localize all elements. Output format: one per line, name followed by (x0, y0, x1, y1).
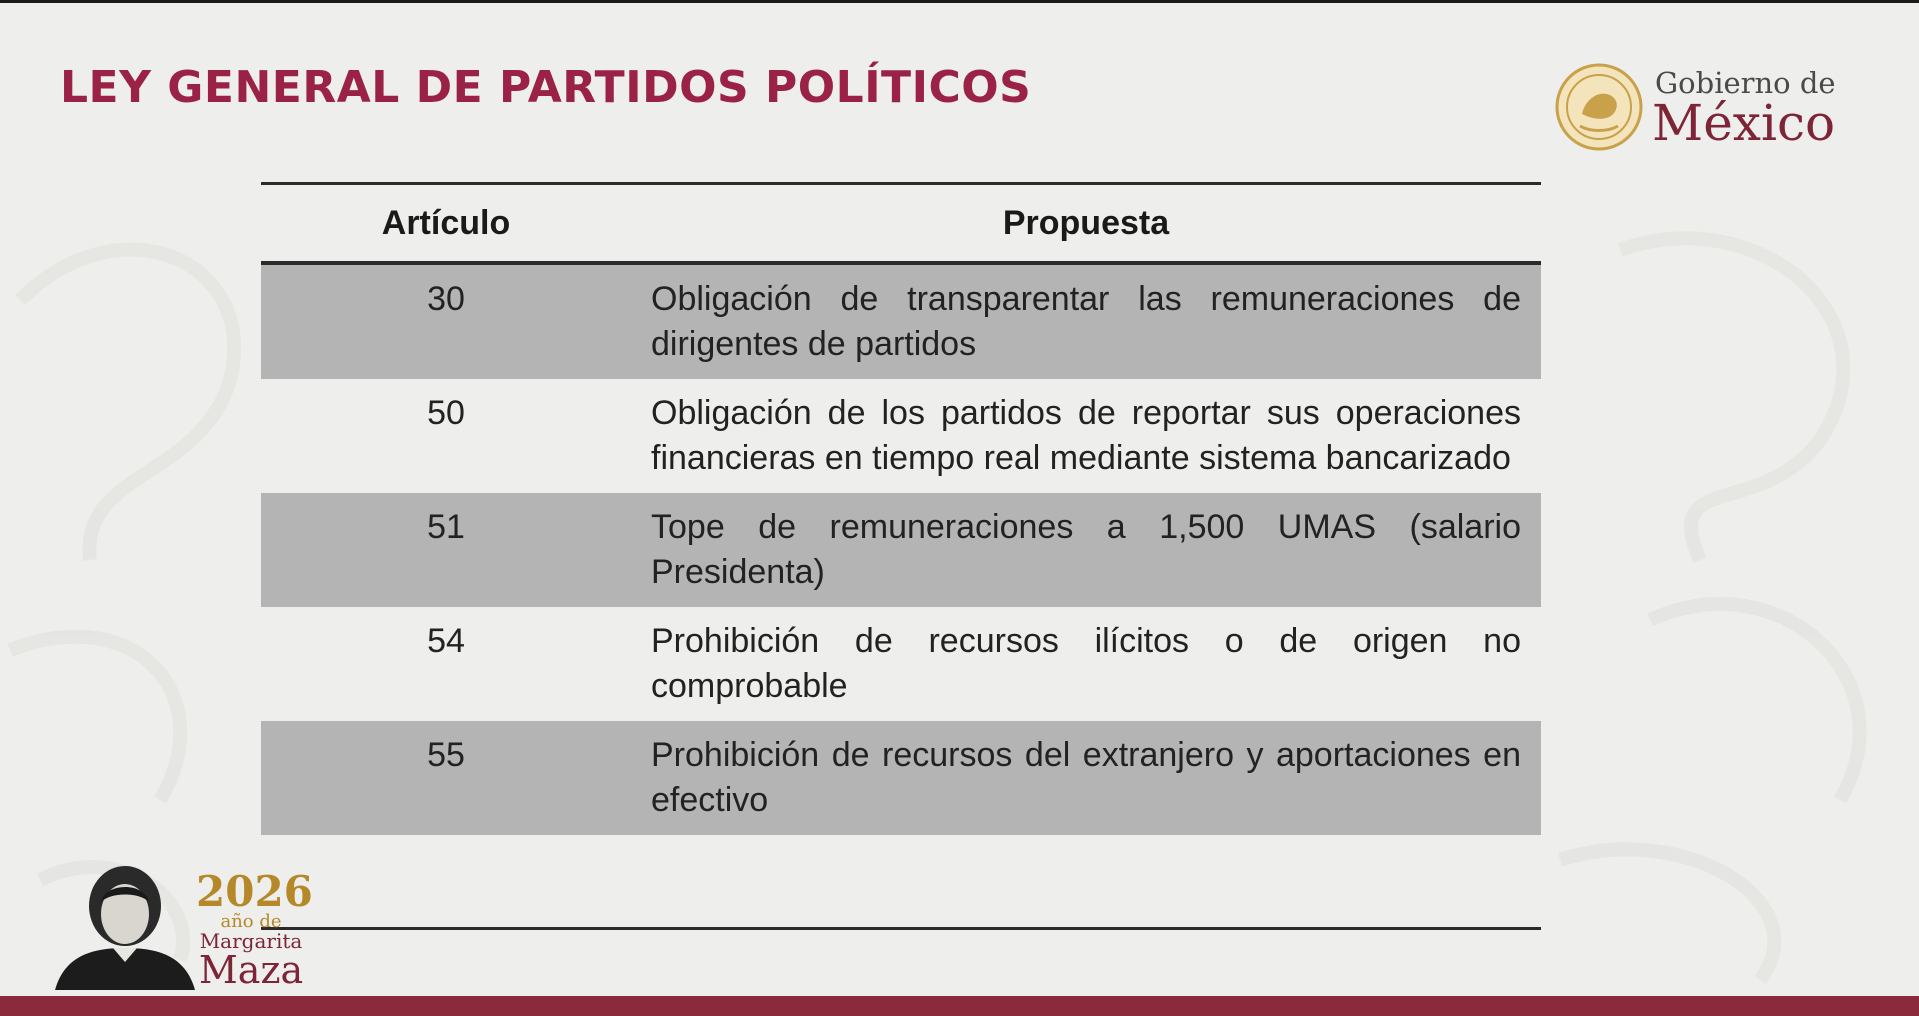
year-number: 2026 (196, 867, 313, 916)
header-proposal: Propuesta (1002, 203, 1170, 242)
article-number: 50 (427, 394, 465, 432)
table-row (261, 607, 1541, 721)
article-number: 54 (427, 622, 465, 660)
article-number: 55 (427, 736, 465, 774)
proposal-text: Prohibición de recursos ilícitos o de origen no comprobable (651, 622, 1521, 705)
article-number: 30 (427, 280, 465, 318)
margarita-maza-portrait (55, 862, 195, 990)
article-number: 51 (427, 508, 465, 546)
logo-line-1: Gobierno de (1655, 66, 1836, 100)
slide-title: LEY GENERAL DE PARTIDOS POLÍTICOS (60, 62, 1032, 113)
year-subtitle: año de (220, 911, 282, 932)
year-name-first: Margarita (199, 929, 303, 953)
year-name-last: Maza (198, 948, 304, 992)
year-2026-margarita-maza-logo (196, 867, 313, 992)
bottom-decorative-band (0, 996, 1919, 1016)
table-row (261, 379, 1541, 493)
proposal-text: Prohibición de recursos del extranjero y aportaciones en efectivo (651, 736, 1521, 819)
proposal-text: Obligación de transparentar las remuneraciones de dirigentes de partidos (651, 280, 1521, 363)
national-seal-icon (1554, 62, 1644, 152)
gobierno-de-mexico-logo (1550, 58, 1850, 154)
header-article: Artículo (381, 203, 511, 242)
proposal-text: Obligación de los partidos de reportar sus operaciones financieras en tiempo real mediante sistema bancarizado (651, 394, 1521, 477)
logo-line-2: México (1652, 94, 1836, 152)
table-row (261, 721, 1541, 835)
proposals-table (261, 182, 1541, 835)
table-header-row (261, 185, 1541, 261)
table-row (261, 493, 1541, 607)
proposal-text: Tope de remuneraciones a 1,500 UMAS (salario Presidenta) (651, 508, 1521, 591)
table-row (261, 265, 1541, 379)
table-bottom-rule (261, 927, 1541, 930)
